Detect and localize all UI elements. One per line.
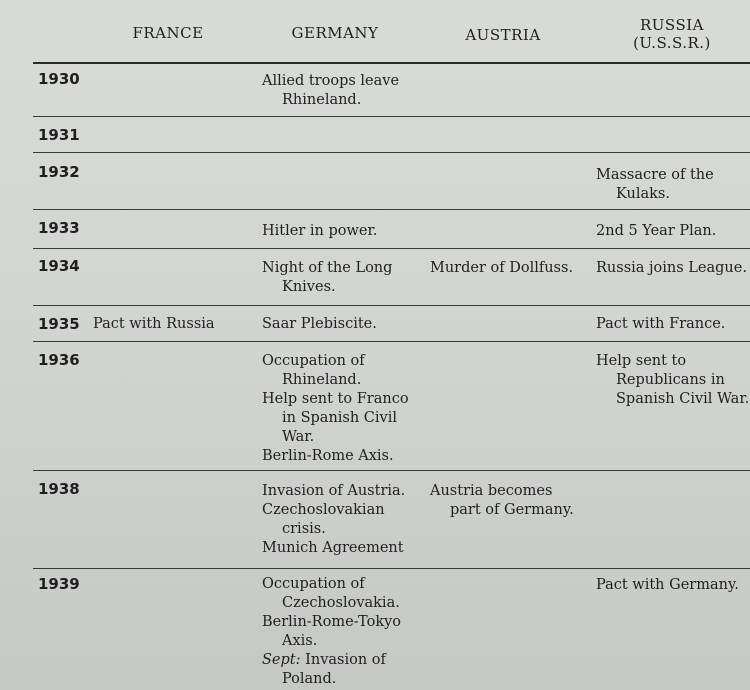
- row-divider: [33, 116, 750, 117]
- row-divider: [33, 248, 750, 249]
- event-entry: Russia joins League.: [596, 260, 747, 276]
- event-entry: Berlin-Rome-Tokyo Axis.: [262, 614, 402, 649]
- event-entry: Czechoslovakian crisis.: [262, 502, 385, 537]
- event-entry: Night of the Long Knives.: [262, 260, 393, 295]
- russia-1935: [596, 315, 750, 334]
- russia-1934: [596, 259, 750, 278]
- year-1931: 1931: [38, 126, 80, 144]
- row-divider: [33, 62, 750, 64]
- germany-1939: [262, 575, 427, 689]
- event-entry: Berlin-Rome Axis.: [262, 448, 394, 464]
- year-1935: 1935: [38, 315, 80, 333]
- header-austria: AUSTRIA: [465, 26, 541, 44]
- header-france: FRANCE: [132, 24, 204, 42]
- russia-1932: [596, 166, 750, 204]
- year-1932: 1932: [38, 163, 80, 181]
- germany-1933: [262, 222, 427, 241]
- year-1930: 1930: [38, 70, 80, 88]
- event-entry: Massacre of the Kulaks.: [596, 167, 714, 202]
- event-entry: Help sent to Republicans in Spanish Civil War.: [596, 353, 750, 407]
- austria-1938: [430, 482, 580, 520]
- event-entry: Austria becomes part of Germany.: [430, 483, 574, 518]
- header-russia-line1: RUSSIA: [640, 16, 704, 34]
- year-1936: 1936: [38, 351, 80, 369]
- event-entry: Saar Plebiscite.: [262, 316, 377, 332]
- row-divider: [33, 470, 750, 471]
- germany-1934: [262, 259, 427, 297]
- germany-1935: [262, 315, 427, 334]
- row-divider: [33, 209, 750, 210]
- year-1938: 1938: [38, 480, 80, 498]
- row-divider: [33, 341, 750, 342]
- event-entry: Hitler in power.: [262, 223, 378, 239]
- event-entry: Occupation of Rhineland.: [262, 353, 365, 388]
- austria-1934: [430, 259, 590, 278]
- sept-label: Sept:: [262, 652, 301, 668]
- event-entry: Occupation of Czechoslovakia.: [262, 576, 400, 611]
- header-germany: GERMANY: [291, 24, 379, 42]
- event-entry: Help sent to Franco in Spanish Civil War.: [262, 391, 409, 445]
- year-1934: 1934: [38, 257, 80, 275]
- russia-1939: [596, 576, 750, 595]
- event-entry: Pact with Germany.: [596, 577, 739, 593]
- row-divider: [33, 152, 750, 153]
- event-entry: 2nd 5 Year Plan.: [596, 223, 717, 239]
- event-entry: [262, 651, 427, 689]
- event-entry: Pact with France.: [596, 316, 726, 332]
- event-entry: Pact with Russia: [93, 316, 215, 332]
- event-entry: Murder of Dollfuss.: [430, 260, 574, 276]
- header-russia-line2: (U.S.S.R.): [633, 34, 711, 52]
- france-1935: [93, 315, 253, 334]
- sept-event: Invasion of Poland.: [282, 652, 386, 687]
- germany-1936: [262, 352, 427, 466]
- germany-1938: [262, 482, 427, 558]
- event-entry: Invasion of Austria.: [262, 483, 406, 499]
- russia-1933: [596, 222, 750, 241]
- header-russia: [622, 16, 722, 52]
- row-divider: [33, 305, 750, 306]
- event-entry: Munich Agreement: [262, 540, 404, 556]
- germany-1930: [262, 72, 427, 110]
- year-1939: 1939: [38, 575, 80, 593]
- year-1933: 1933: [38, 219, 80, 237]
- row-divider: [33, 568, 750, 569]
- russia-1936: [596, 352, 750, 409]
- event-entry: Allied troops leave Rhineland.: [262, 73, 400, 108]
